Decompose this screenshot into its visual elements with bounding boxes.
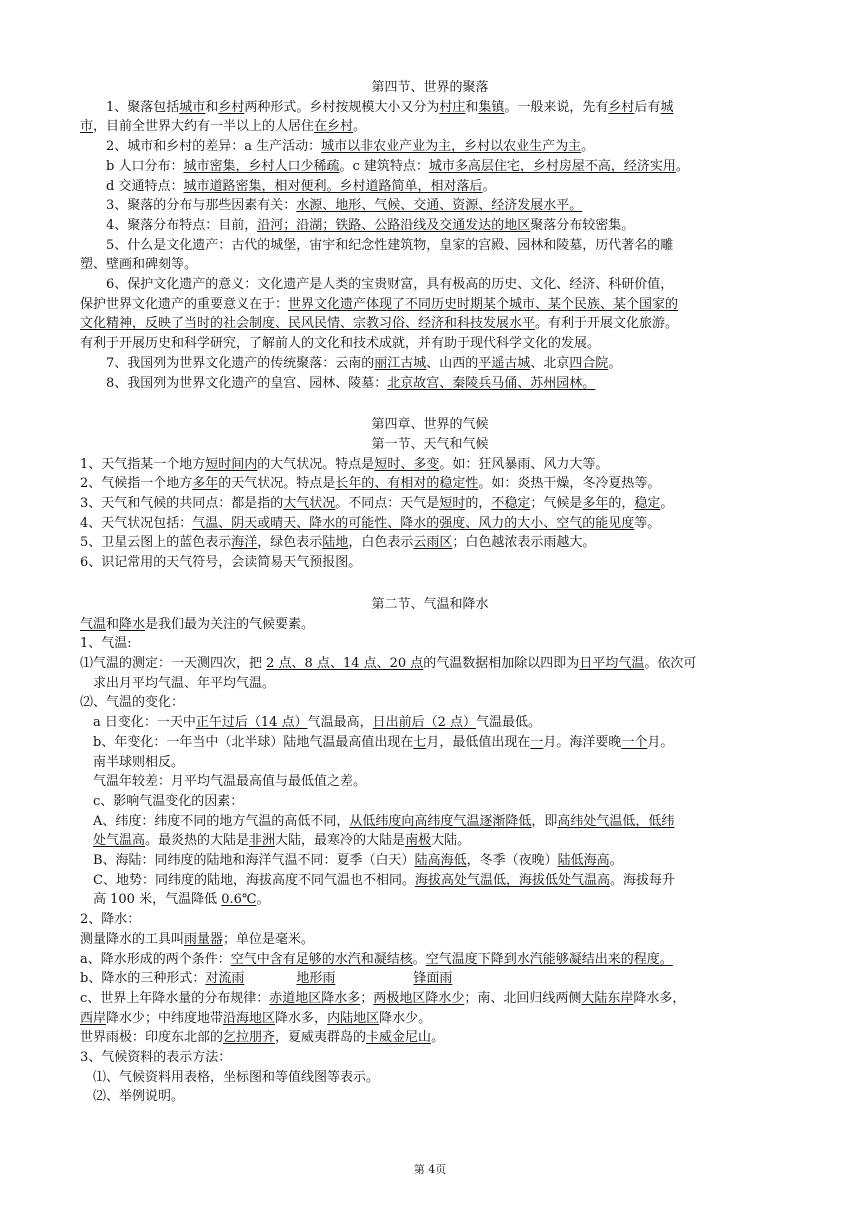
- text-run: ，夏威夷群岛的: [275, 1030, 367, 1046]
- text-run: 8、我国列为世界文化遗产的皇宫、园林、陵墓：: [106, 375, 388, 391]
- underlined-key-term: 世界文化遗产体现了不同历史时期某个城市、某个民族、某个国家的: [288, 296, 679, 312]
- underlined-key-term: 多年: [582, 496, 609, 512]
- text-run: 。一般来说，先有: [504, 99, 609, 115]
- text-run: 3、气候资料的表示方法：: [80, 1050, 232, 1066]
- paragraph-line: [80, 98, 780, 118]
- text-run: ⑵、举例说明。: [93, 1089, 185, 1105]
- underlined-key-term: 稳定: [634, 496, 661, 512]
- document-page: [80, 78, 780, 1107]
- paragraph-line: [80, 1028, 780, 1048]
- text-run: 。: [660, 496, 674, 512]
- paragraph-line: [80, 354, 780, 374]
- subsection-title: 第一节、天气和气候: [371, 436, 489, 452]
- text-run: 、北京: [530, 355, 570, 371]
- text-run: 。不同点：天气是: [335, 496, 440, 512]
- underlined-key-term: 云雨区: [413, 535, 453, 551]
- text-run: 保护世界文化遗产的重要意义在于：: [80, 296, 289, 312]
- paragraph-line: [80, 1048, 780, 1068]
- paragraph-line: [80, 969, 780, 989]
- paragraph-line: [80, 753, 780, 773]
- text-run: 。: [353, 119, 367, 135]
- text-run: 大陆，最寒冷的大陆是: [275, 833, 406, 849]
- underlined-key-term: 赤道地区降水多: [269, 990, 361, 1006]
- text-run: 4、聚落分布特点：目前，: [106, 217, 258, 233]
- text-run: 2、气候指一个地方: [80, 476, 193, 492]
- text-run: 6、识记常用的天气符号，会读简易天气预报图。: [80, 555, 362, 571]
- paragraph-line: [80, 314, 780, 334]
- text-run: 和: [465, 99, 479, 115]
- text-run: C、地势：同纬度的陆地，海拔高度不同气温也不相同。: [93, 872, 415, 888]
- underlined-key-term: 城市以非农业产业为主，乡村以农业生产为主: [321, 139, 582, 155]
- underlined-key-term: 多年: [192, 476, 219, 492]
- underlined-key-term: 城: [660, 99, 674, 115]
- paragraph-line: [80, 1068, 780, 1088]
- underlined-key-term: 日平均气温: [579, 655, 645, 671]
- text-run: d 交通特点：: [106, 178, 184, 194]
- underlined-key-term: 乡村: [218, 99, 245, 115]
- underlined-key-term: 水源、地形、气候、交通、资源、经济发展水平。: [296, 198, 583, 214]
- underlined-key-term: 丽江古城: [374, 355, 427, 371]
- underlined-key-term: 陆地: [322, 535, 349, 551]
- paragraph-line: [80, 334, 780, 354]
- text-run: 的，: [608, 496, 635, 512]
- underlined-key-term: 地形雨: [296, 971, 336, 987]
- text-run: 气温年较差：月平均气温最高值与最低值之差。: [93, 774, 367, 790]
- text-run: 、山西的: [426, 355, 479, 371]
- underlined-key-term: 2 点、8 点、14 点、20 点: [266, 655, 424, 671]
- paragraph-line: [80, 812, 780, 832]
- text-run: b、年变化：一年当中（北半球）陆地气温最高值出现在: [93, 734, 414, 750]
- paragraph-line: [80, 514, 780, 534]
- text-run: 3、天气和气候的共同点：都是指的: [80, 496, 284, 512]
- paragraph-line: [80, 930, 780, 950]
- underlined-key-term: 四合院: [569, 355, 609, 371]
- text-run: 。如：炎热干燥，冬冷夏热等。: [478, 476, 661, 492]
- text-run: ，目前全世界大约有一半以上的人居住: [93, 119, 315, 135]
- text-run: ⑴气温的测定：一天测四次，把: [80, 655, 267, 671]
- text-run: 降水多，: [275, 1010, 328, 1026]
- text-run: 降水少。: [379, 1010, 432, 1026]
- paragraph-line: [80, 474, 780, 494]
- underlined-key-term: 雨量器: [184, 931, 224, 947]
- text-run: ，冬季（夜晚）: [466, 853, 558, 869]
- paragraph-line: [80, 1009, 780, 1029]
- paragraph-line: [80, 871, 780, 891]
- paragraph-line: [80, 634, 780, 654]
- text-run: 3、聚落的分布与那些因素有关：: [106, 198, 297, 214]
- underlined-key-term: 平遥古城: [478, 355, 531, 371]
- paragraph-line: [80, 772, 780, 792]
- underlined-key-term: 海洋: [231, 535, 258, 551]
- text-run: ；南、北回归线两侧: [464, 990, 582, 1006]
- text-run: 。有利于开展文化旅游。: [535, 316, 679, 332]
- paragraph-line: [80, 733, 780, 753]
- text-run: B、海陆：同纬度的陆地和海洋气温不同：夏季（白天）: [93, 853, 415, 869]
- text-run: 两种形式。乡村按规模大小又分为: [244, 99, 440, 115]
- text-run: a 日变化：一天中: [93, 715, 196, 731]
- underlined-key-term: 一: [530, 734, 544, 750]
- underlined-key-term: 正午过后（14 点）: [195, 715, 308, 731]
- underlined-key-term: 大气状况: [283, 496, 336, 512]
- underlined-key-term: 非洲: [249, 833, 276, 849]
- paragraph-line: [80, 792, 780, 812]
- underlined-key-term: 不稳定: [491, 496, 531, 512]
- text-run: ⑵、气温的变化：: [80, 695, 185, 711]
- text-run: 气温最低。: [476, 715, 542, 731]
- chapter-title: 第四章、世界的气候: [371, 417, 489, 433]
- text-run: 高 100 米，气温降低: [93, 892, 222, 908]
- paragraph-line: [80, 1087, 780, 1107]
- paragraph-line: [80, 157, 780, 177]
- underlined-key-term: 城市多高层住宅，乡村房屋不高，经济实用: [428, 158, 676, 174]
- text-run: 降水多，: [633, 990, 686, 1006]
- paragraph-line: [80, 674, 780, 694]
- text-run: 后有: [634, 99, 661, 115]
- underlined-key-term: 西岸: [80, 1010, 107, 1026]
- paragraph-line: [80, 910, 780, 930]
- underlined-key-term: 乞拉朋齐: [223, 1030, 276, 1046]
- paragraph-line: [80, 831, 780, 851]
- text-run: 。: [431, 1030, 445, 1046]
- text-run: ，白色表示: [348, 535, 414, 551]
- text-run: 1、聚落包括: [106, 99, 180, 115]
- text-run: 4、天气状况包括：: [80, 515, 193, 531]
- paragraph-line: [80, 255, 780, 275]
- underlined-key-term: 北京故宫、秦陵兵马俑、苏州园林。: [387, 375, 596, 391]
- underlined-key-term: 两极地区降水少: [373, 990, 465, 1006]
- paragraph-line: [80, 137, 780, 157]
- text-run: c、影响气温变化的因素：: [93, 793, 244, 809]
- text-run: 。: [608, 355, 622, 371]
- underlined-key-term: 文化精神，反映了当时的社会制度、民风民情、宗教习俗、经济和科技发展水平: [80, 316, 536, 332]
- text-run: [244, 971, 296, 986]
- text-run: 大陆。: [431, 833, 471, 849]
- underlined-key-term: 内陆地区: [327, 1010, 380, 1026]
- text-run: 月。: [647, 734, 674, 750]
- text-run: 有利于开展历史和科学研究，了解前人的文化和技术成就，并有助于现代科学文化的发展。: [80, 336, 601, 352]
- text-run: 的大气状况。特点是: [257, 456, 375, 472]
- text-run: 。: [675, 158, 689, 174]
- underlined-key-term: 集镇: [478, 99, 505, 115]
- text-run: 的天气状况。特点是: [218, 476, 336, 492]
- text-run: 7、我国列为世界文化遗产的传统聚落：云南的: [106, 355, 375, 371]
- underlined-key-term: 空气中含有足够的水汽和凝结核: [230, 951, 413, 967]
- text-run: 。: [581, 139, 595, 155]
- text-run: [335, 971, 413, 986]
- underlined-key-term: 市: [80, 119, 94, 135]
- underlined-key-term: 七: [413, 734, 427, 750]
- underlined-key-term: 气温: [80, 616, 107, 632]
- text-run: 气温最高，: [307, 715, 373, 731]
- text-run: 5、卫星云图上的蓝色表示: [80, 535, 232, 551]
- paragraph-line: [80, 713, 780, 733]
- underlined-key-term: 在乡村: [314, 119, 354, 135]
- text-run: 世界雨极：印度东北部的: [80, 1030, 224, 1046]
- text-run: 是我们最为关注的气候要素。: [145, 616, 315, 632]
- underlined-key-term: 陆高海低: [414, 853, 467, 869]
- paragraph-line: [80, 890, 780, 910]
- text-run: b 人口分布：: [106, 158, 184, 174]
- paragraph-line: [80, 117, 780, 137]
- paragraph-line: [80, 615, 780, 635]
- text-run: 降水少；中纬度地带: [106, 1010, 224, 1026]
- underlined-key-term: 降水: [119, 616, 146, 632]
- underlined-key-term: 气温、阴天或晴天、降水的可能性、降水的强度、风力的大小、空气的能见度: [192, 515, 635, 531]
- text-run: 。依次可: [644, 655, 697, 671]
- text-run: ⑴、气候资料用表格，坐标图和等值线图等表示。: [93, 1069, 380, 1085]
- text-run: 月。海洋要晚: [543, 734, 622, 750]
- text-run: 南半球则相反。: [93, 754, 185, 770]
- text-run: 。: [609, 853, 623, 869]
- text-run: 塑、壁画和碑刻等。: [80, 257, 198, 273]
- text-run: 。最炎热的大陆是: [145, 833, 250, 849]
- paragraph-line: [80, 236, 780, 256]
- text-run: 的气温数据相加除以四即为: [423, 655, 580, 671]
- section-title: 第二节、气温和降水: [371, 596, 489, 612]
- text-run: 求出月平均气温、年平均气温。: [93, 675, 276, 691]
- text-run: a、降水形成的两个条件：: [80, 951, 231, 967]
- text-run: 。: [256, 892, 270, 908]
- text-run: b、降水的三种形式：: [80, 971, 206, 987]
- underlined-key-term: 长年的、有相对的稳定性: [335, 476, 479, 492]
- text-run: 和: [106, 616, 120, 632]
- paragraph-line: [80, 455, 780, 475]
- page-number: 第 4页: [413, 1163, 447, 1176]
- text-run: 月，最低值出现在: [426, 734, 531, 750]
- text-run: 2、城市和乡村的差异：a 生产活动：: [106, 139, 322, 155]
- text-run: 6、保护文化遗产的意义：文化遗产是人类的宝贵财富，具有极高的历史、文化、经济、科研价值，: [106, 277, 674, 293]
- underlined-key-term: 从低纬度向高纬度气温逐渐降低: [349, 813, 532, 829]
- underlined-key-term: 短时: [439, 496, 466, 512]
- text-run: 聚落分布较密集。: [530, 217, 635, 233]
- text-run: 和: [205, 99, 219, 115]
- underlined-key-term: 锋面雨: [413, 971, 453, 987]
- paragraph-line: [80, 654, 780, 674]
- paragraph-line: [80, 275, 780, 295]
- paragraph-line: [80, 196, 780, 216]
- underlined-key-term: 沿河；沿湖；铁路、公路沿线及交通发达的地区: [257, 217, 531, 233]
- text-run: 等。: [634, 515, 661, 531]
- text-run: 。海拔每升: [609, 872, 675, 888]
- underlined-key-term: 短时间内: [205, 456, 258, 472]
- underlined-key-term: 处气温高: [93, 833, 146, 849]
- paragraph-line: [80, 553, 780, 573]
- underlined-key-term: 城市密集，乡村人口少稀疏: [183, 158, 340, 174]
- underlined-key-term: 城市道路密集，相对便利。乡村道路简单，相对落后: [183, 178, 483, 194]
- text-run: 。: [412, 951, 426, 967]
- text-run: 测量降水的工具叫: [80, 931, 185, 947]
- underlined-key-term: 大陆东岸: [581, 990, 634, 1006]
- text-run: 5、什么是文化遗产：古代的城堡，宙宇和纪念性建筑物，皇家的宫殿、园林和陵墓，历代著名的雕: [106, 237, 674, 253]
- text-run: 。c 建筑特点：: [339, 158, 429, 174]
- text-run: ；白色越浓表示雨越大。: [452, 535, 596, 551]
- text-run: 2、降水：: [80, 912, 141, 928]
- underlined-key-term: 城市: [179, 99, 206, 115]
- paragraph-line: [80, 851, 780, 871]
- text-run: 1、气温:: [80, 636, 132, 652]
- text-run: c、世界上年降水量的分布规律：: [80, 990, 270, 1006]
- text-run: ；单位是毫米。: [223, 931, 315, 947]
- text-run: 的，: [465, 496, 492, 512]
- underlined-key-term: 沿海地区: [223, 1010, 276, 1026]
- paragraph-line: [80, 494, 780, 514]
- underlined-key-term: 0.6℃: [221, 892, 257, 908]
- section-title: 第四节、世界的聚落: [371, 80, 489, 95]
- paragraph-line: [80, 533, 780, 553]
- paragraph-line: [80, 693, 780, 713]
- underlined-key-term: 一个: [621, 734, 648, 750]
- text-run: 1、天气指某一个地方: [80, 456, 206, 472]
- paragraph-line: [80, 950, 780, 970]
- underlined-key-term: 卡威金尼山: [366, 1030, 432, 1046]
- text-run: 。如：狂风暴雨、风力大等。: [439, 456, 609, 472]
- underlined-key-term: 高纬处气温低，低纬: [557, 813, 675, 829]
- text-run: ，绿色表示: [257, 535, 323, 551]
- paragraph-line: [80, 989, 780, 1009]
- text-run: ；气候是: [530, 496, 583, 512]
- text-run: ，即: [531, 813, 558, 829]
- paragraph-line: [80, 374, 780, 394]
- paragraph-line: [80, 295, 780, 315]
- text-run: A、纬度：纬度不同的地方气温的高低不同，: [93, 813, 350, 829]
- underlined-key-term: 南极: [405, 833, 432, 849]
- text-run: 。: [482, 178, 496, 194]
- underlined-key-term: 乡村: [608, 99, 635, 115]
- text-run: ；: [360, 990, 374, 1006]
- underlined-key-term: 短时、多变: [374, 456, 440, 472]
- underlined-key-term: 陆低海高: [557, 853, 610, 869]
- underlined-key-term: 村庄: [439, 99, 466, 115]
- underlined-key-term: 日出前后（2 点）: [372, 715, 476, 731]
- underlined-key-term: 对流雨: [205, 971, 245, 987]
- paragraph-line: [80, 216, 780, 236]
- underlined-key-term: 空气温度下降到水汽能够凝结出来的程度。: [425, 951, 673, 967]
- underlined-key-term: 海拔高处气温低，海拔低处气温高: [414, 872, 610, 888]
- paragraph-line: [80, 177, 780, 197]
